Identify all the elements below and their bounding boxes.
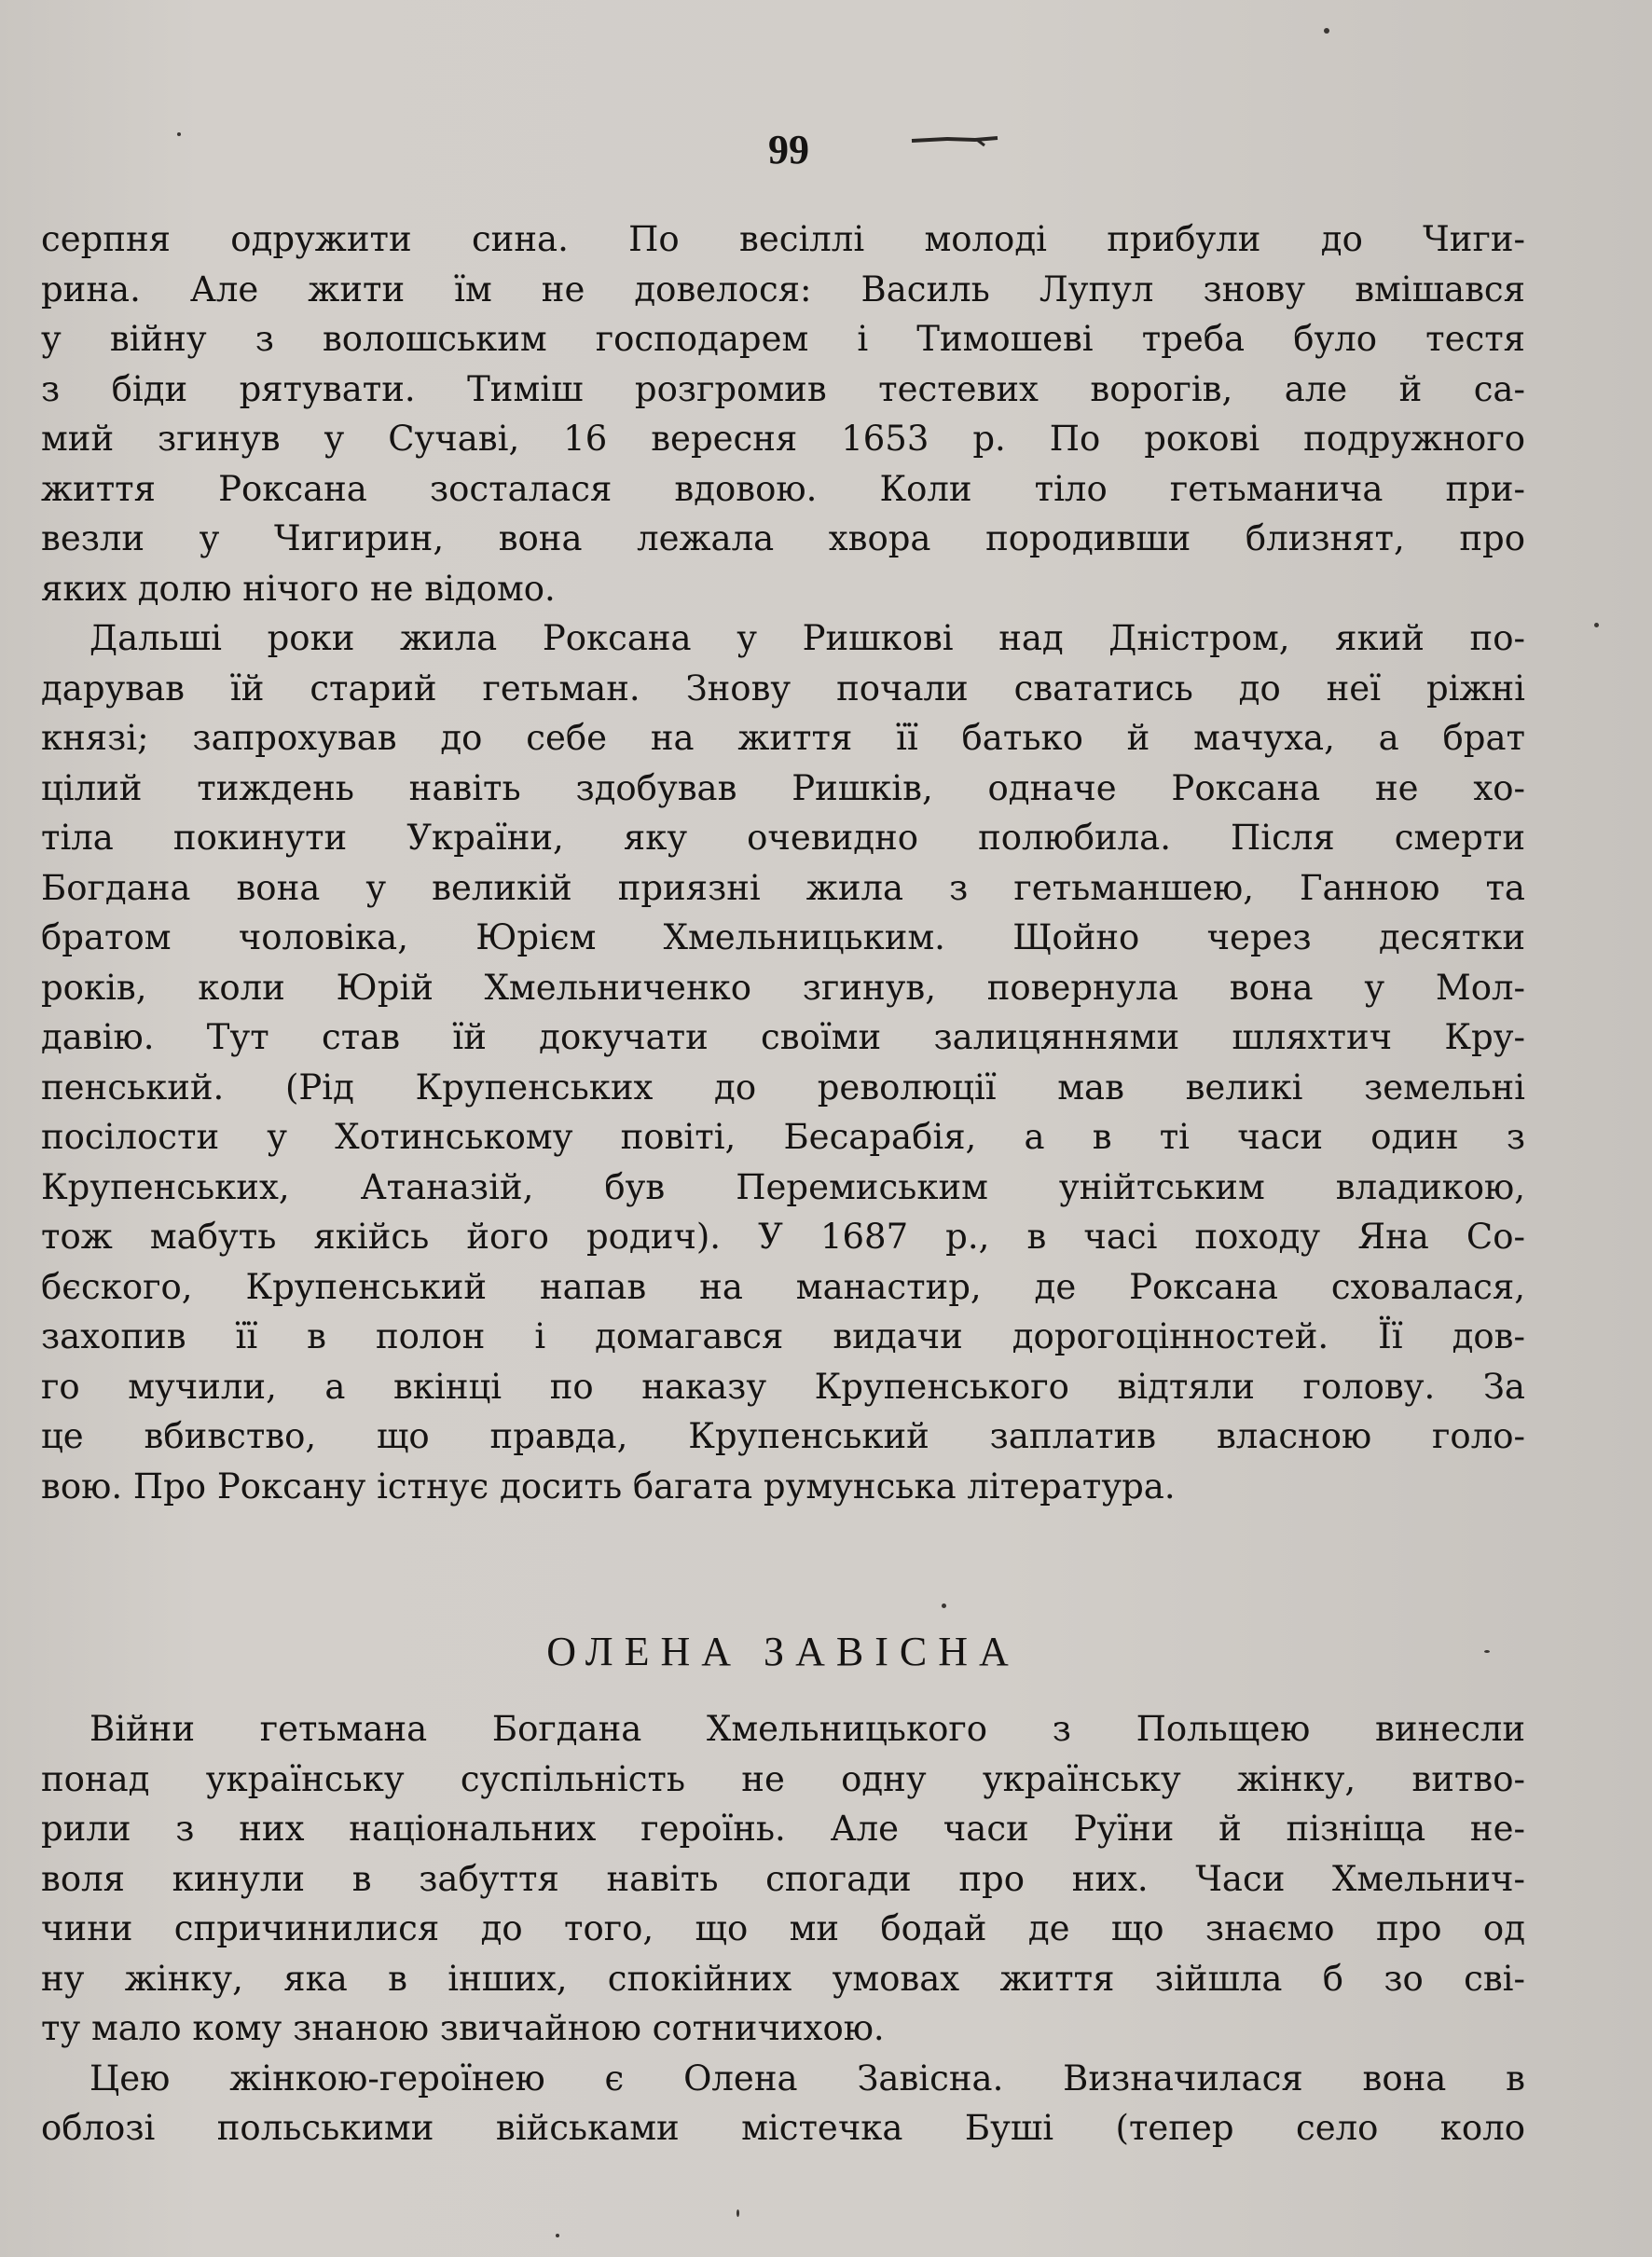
text-line: братом чоловіка, Юрієм Хмельницьким. Щойно через десятки: [41, 917, 1525, 957]
text-line: пенський. (Рід Крупенських до революції мав великі земельні: [41, 1067, 1525, 1108]
paragraph: [41, 214, 1525, 613]
paper-speck: [556, 2234, 559, 2237]
text-line: Богдана вона у великій приязні жила з гетьманшею, Ганною та: [41, 867, 1525, 908]
text-line: бєского, Крупенський напав на манастир, де Роксана сховалася,: [41, 1266, 1525, 1307]
text-line: чини спричинилися до того, що ми бодай де що знаємо про од: [41, 1908, 1525, 1948]
paragraph: [41, 613, 1525, 1511]
text-line: ту мало кому знаною звичайною сотничихою.: [41, 2008, 885, 2048]
paragraph: [41, 2054, 1525, 2154]
text-line: у війну з волошським господарем і Тимошеві треба було тестя: [41, 319, 1525, 359]
text-line: понад українську суспільність не одну українську жінку, витво-: [41, 1758, 1525, 1799]
paper-speck: [177, 132, 181, 136]
text-line: везли у Чигирин, вона лежала хвора породивши близнят, про: [41, 518, 1525, 558]
text-line: життя Роксана зосталася вдовою. Коли тіло гетьманича при-: [41, 468, 1525, 509]
text-line: рили з них національних героїнь. Але часи Руїни й пізніща не-: [41, 1809, 1525, 1849]
paragraph: [41, 1704, 1525, 2054]
text-line: років, коли Юрій Хмельниченко згинув, повернула вона у Мол-: [41, 967, 1525, 1008]
text-line: рина. Але жити їм не довелося: Василь Лупул знову вмішався: [41, 268, 1525, 310]
text-line: давію. Тут став їй докучати своїми залицяннями шляхтич Кру-: [41, 1017, 1525, 1057]
text-line: яких долю нічого не відомо.: [41, 568, 556, 609]
text-line: з біди рятувати. Тиміш розгромив тестевих ворогів, але й са-: [41, 368, 1525, 409]
text-line: захопив її в полон і домагався видачи дорогоцінностей. Її дов-: [41, 1316, 1525, 1356]
ornament-mark: [910, 134, 999, 147]
text-line: серпня одружити сина. По весіллі молоді прибули до Чиги-: [41, 219, 1525, 259]
text-before-heading: [41, 214, 1525, 1511]
text-line: посілости у Хотинському повіті, Бесарабія, а в ті часи один з: [41, 1117, 1525, 1157]
text-line: вою. Про Роксану істнує досить багата румунська література.: [41, 1466, 1176, 1507]
text-line: цілий тиждень навіть здобував Ришків, одначе Роксана не хо-: [41, 767, 1525, 808]
paper-speck: [1594, 623, 1599, 627]
paper-speck: [737, 2209, 739, 2217]
text-line: тож мабуть якійсь його родич). У 1687 р., в часі походу Яна Со-: [41, 1217, 1525, 1257]
text-line: ну жінку, яка в інших, спокійних умовах життя зійшла б зо сві-: [41, 1958, 1525, 1999]
text-line: Крупенських, Атаназій, був Перемиським унійтським владикою,: [41, 1166, 1525, 1207]
text-line: дарував їй старий гетьман. Знову почали свататись до неї ріжні: [41, 667, 1525, 709]
text-line: мий згинув у Сучаві, 16 вересня 1653 р. По рокові подружного: [41, 419, 1525, 459]
paper-speck: [942, 1603, 946, 1608]
text-line: князі; запрохував до себе на життя її батько й мачуха, а брат: [41, 718, 1525, 758]
text-line: го мучили, а вкінці по наказу Крупенського відтяли голову. За: [41, 1366, 1525, 1407]
text-line: це вбивство, що правда, Крупенський заплатив власною голо-: [41, 1416, 1525, 1456]
text-line: Цею жінкою-героїнею є Олена Завісна. Визначилася вона в: [89, 2057, 1525, 2099]
text-line: Дальші роки жила Роксана у Ришкові над Дністром, який по-: [89, 618, 1525, 658]
paper-speck: [1324, 28, 1329, 34]
page-number: 99: [768, 127, 809, 172]
section-heading: ОЛЕНА ЗАВІСНА: [546, 1629, 1020, 1674]
text-line: Війни гетьмана Богдана Хмельницького з Польщею винесли: [89, 1709, 1525, 1749]
text-after-heading: [41, 1704, 1525, 2154]
text-line: облозі польськими військами містечка Буші (тепер село коло: [41, 2108, 1525, 2148]
text-line: тіла покинути України, яку очевидно полюбила. Після смерти: [41, 818, 1525, 858]
text-line: воля кинули в забуття навіть спогади про них. Часи Хмельнич-: [41, 1858, 1525, 1899]
paper-speck: [1484, 1650, 1490, 1653]
